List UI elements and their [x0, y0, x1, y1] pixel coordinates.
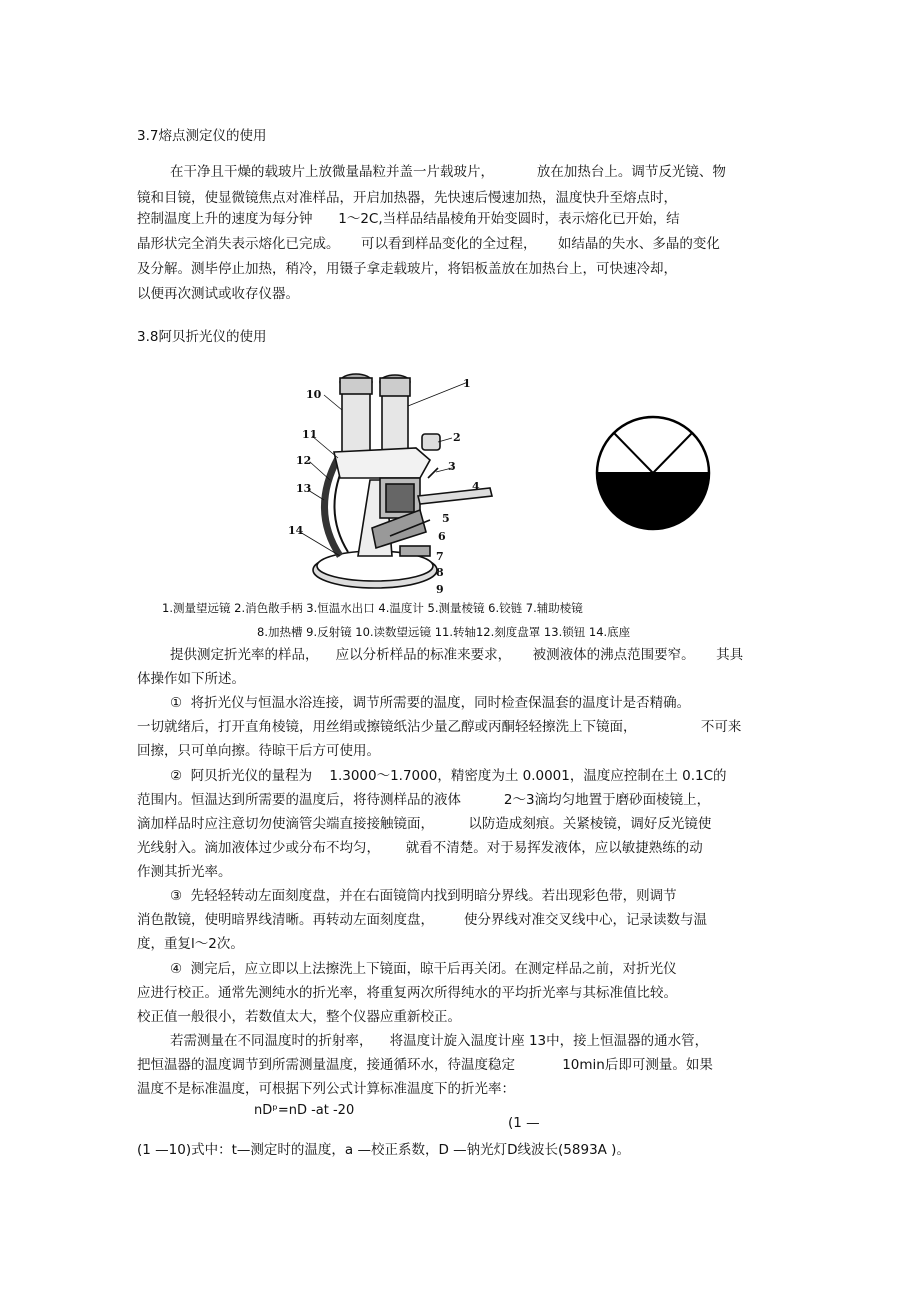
paragraph-line: 提供测定折光率的样品， 应以分析样品的标准来要求， 被测液体的沸点范围要窄。 其具	[170, 647, 744, 663]
label-8: 8	[436, 566, 444, 579]
paragraph-line: 度，重复l～2次。	[137, 936, 244, 952]
paragraph-line: 作测其折光率。	[137, 864, 232, 880]
label-10: 10	[306, 388, 322, 401]
label-11: 11	[302, 428, 318, 441]
equation-reference: (1 —	[508, 1115, 540, 1131]
paragraph-line: 把恒温器的温度调节到所需测量温度，接通循环水，待温度稳定 10min后即可测量。如果	[137, 1057, 713, 1073]
label-13: 13	[296, 482, 312, 495]
paragraph-line: 体操作如下所述。	[137, 671, 245, 687]
paragraph-line: 回擦，只可单向擦。待晾干后方可使用。	[137, 743, 380, 759]
paragraph-line: 一切就绪后，打开直角棱镜，用丝绢或擦镜纸沾少量乙醇或丙酮轻轻擦洗上下镜面， 不可来	[137, 719, 742, 735]
figure-caption-line-1: 1.测量望远镜 2.消色散手柄 3.恒温水出口 4.温度计 5.测量棱镜 6.铰链 7.辅助棱镜	[162, 601, 583, 615]
paragraph-line: 以便再次测试或收存仪器。	[137, 286, 299, 302]
paragraph-line: (1 —10)式中：t—测定时的温度，a —校正系数，D —钠光灯D线波长(5893A )。	[137, 1142, 630, 1158]
abbe-refractometer-illustration	[280, 360, 500, 596]
section-3-8-title: 3.8阿贝折光仪的使用	[137, 329, 267, 345]
label-7: 7	[436, 550, 444, 563]
paragraph-line: 镜和目镜，使显微镜焦点对准样品，开启加热器，先快速后慢速加热，温度快升至熔点时，	[137, 190, 677, 206]
figure-caption-line-2: 8.加热槽 9.反射镜 10.读数望远镜 11.转轴12.刻度盘罩 13.锁钮 14.底座	[257, 625, 631, 639]
refractive-index-formula: nDᵖ=nD -at -20	[254, 1103, 355, 1118]
paragraph-line: ③ 先轻轻转动左面刻度盘，并在右面镜筒内找到明暗分界线。若出现彩色带，则调节	[170, 888, 677, 904]
paragraph-line: 若需测量在不同温度时的折射率， 将温度计旋入温度计座 13中，接上恒温器的通水管，	[170, 1033, 709, 1049]
paragraph-line: ④ 测完后，应立即以上法擦洗上下镜面，晾干后再关闭。在测定样品之前，对折光仪	[170, 961, 677, 977]
label-9: 9	[436, 583, 444, 596]
paragraph-line: 温度不是标准温度，可根据下列公式计算标准温度下的折光率：	[137, 1081, 515, 1097]
label-5: 5	[442, 512, 450, 525]
paragraph-line: ② 阿贝折光仪的量程为 1.3000～1.7000，精密度为土 0.0001，温度应控制在土 0.1C的	[170, 768, 727, 784]
paragraph-line: 范围内。恒温达到所需要的温度后，将待测样品的液体 2～3滴均匀地置于磨砂面棱镜上，	[137, 792, 711, 808]
paragraph-line: 晶形状完全消失表示熔化已完成。 可以看到样品变化的全过程， 如结晶的失水、多晶的变化	[137, 236, 720, 252]
section-3-7-title: 3.7熔点测定仪的使用	[137, 128, 267, 144]
paragraph-line: 应进行校正。通常先测纯水的折光率，将重复两次所得纯水的平均折光率与其标准值比较。	[137, 985, 677, 1001]
paragraph-line: 校正值一般很小，若数值太大，整个仪器应重新校正。	[137, 1009, 461, 1025]
paragraph-line: 及分解。测毕停止加热，稍冷，用镊子拿走载玻片，将铝板盖放在加热台上，可快速冷却，	[137, 261, 677, 277]
paragraph-line: 在干净且干燥的载玻片上放微量晶粒并盖一片载玻片， 放在加热台上。调节反光镜、物	[170, 164, 726, 180]
paragraph-line: 滴加样品时应注意切勿使滴管尖端直接接触镜面， 以防造成刻痕。关紧棱镜，调好反光镜使	[137, 816, 712, 832]
label-12: 12	[296, 454, 312, 467]
paragraph-line: 消色散镜，使明暗界线清晰。再转动左面刻度盘， 使分界线对准交叉线中心，记录读数与温	[137, 912, 708, 928]
paragraph-line: 控制温度上升的速度为每分钟 1～2C,当样品结晶棱角开始变圆时，表示熔化已开始，结	[137, 211, 680, 227]
paragraph-line: 光线射入。滴加液体过少或分布不均匀， 就看不清楚。对于易挥发液体，应以敏捷熟练的动	[137, 840, 703, 856]
label-6: 6	[438, 530, 446, 543]
label-2: 2	[453, 431, 461, 444]
label-14: 14	[288, 524, 304, 537]
label-4: 4	[472, 480, 480, 493]
label-3: 3	[448, 460, 456, 473]
field-of-view-diagram	[594, 414, 712, 532]
paragraph-line: ① 将折光仪与恒温水浴连接，调节所需要的温度，同时检查保温套的温度计是否精确。	[170, 695, 691, 711]
label-1: 1	[463, 377, 471, 390]
